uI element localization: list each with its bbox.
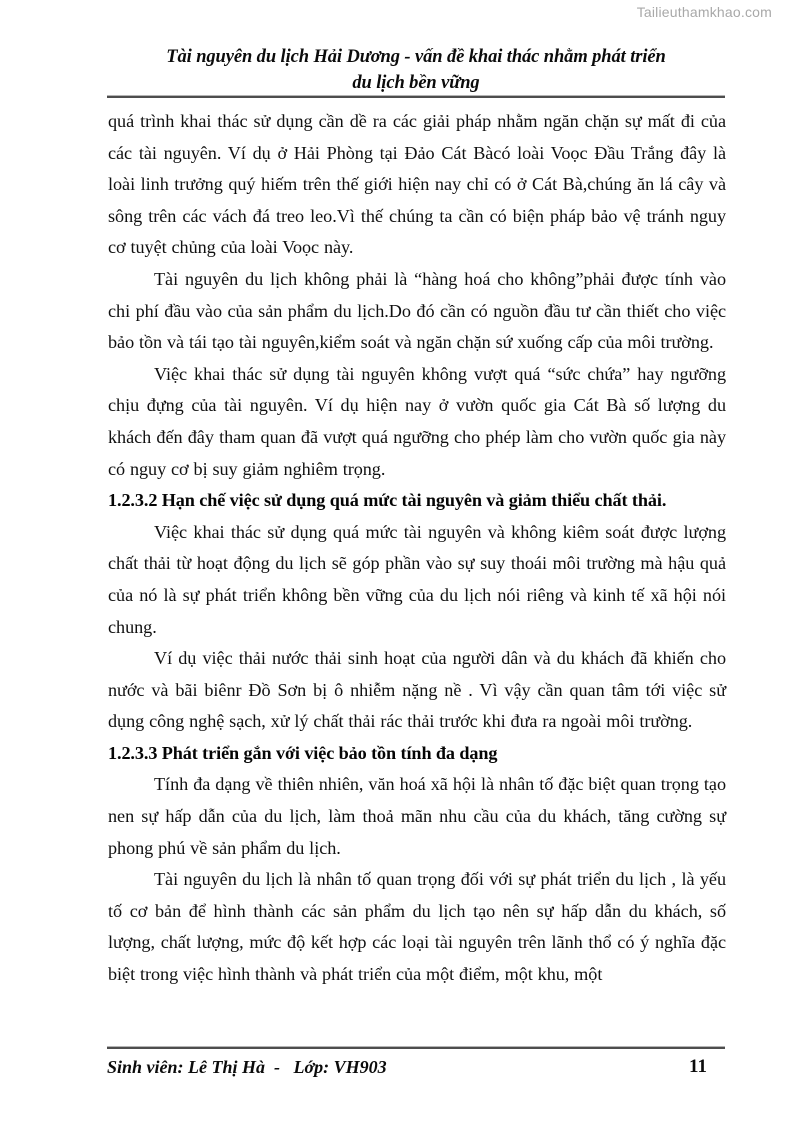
section-heading-1-2-3-3: 1.2.3.3 Phát triển gắn với việc bảo tồn tính đa dạng — [108, 742, 498, 763]
body-paragraph: Ví dụ việc thải nước thải sinh hoạt của người dân và du khách đã khiến cho nước và bãi biênr Đồ Sơn bị ô nhiễm nặng nề . Vì vậy cần quan tâm tới việc sử dụng công nghệ sạch, xử lý chất thải rác thải trước khi đưa ra ngoài môi trường. — [108, 648, 726, 732]
header-title-line-1: Tài nguyên du lịch Hải Dương - vấn đề khai thác nhằm phát triển — [166, 47, 666, 67]
page-number: 11 — [689, 1056, 707, 1077]
body-paragraph: Việc khai thác sử dụng quá mức tài nguyên và không kiêm soát được lượng chất thải từ hoạt động du lịch sẽ góp phần vào sự suy thoái môi trường mà hậu quả của nó là sự phát triển không bền vững của du lịch nói riêng và kinh tế xã hội nói chung. — [108, 521, 726, 637]
page-header — [107, 44, 725, 96]
watermark-text: Tailieuthamkhao.com — [636, 4, 772, 20]
body-paragraph: Tài nguyên du lịch là nhân tố quan trọng đối với sự phát triển du lịch , là yếu tố cơ bản để hình thành các sản phẩm du lịch tạo nên sự hấp dẫn du khách, số lượng, chất lượng, mức độ kết hợp các loại tài nguyên trên lãnh thổ có ý nghĩa đặc biệt trong việc hình thành và phát triển của một điểm, một khu, một — [108, 869, 726, 985]
body-paragraph: quá trình khai thác sử dụng cần dề ra các giải pháp nhằm ngăn chặn sự mất đi của các tài nguyên. Ví dụ ở Hải Phòng tại Đảo Cát Bàcó loài Voọc Đầu Trắng đây là loài linh trưởng quý hiếm trên thế giới hiện nay chỉ có ở Cát Bà,chúng ăn lá cây và sông trên các vách đá treo leo.Vì thế chúng ta cần có biện pháp bảo vệ tránh nguy cơ tuyệt chủng của loài Voọc này. — [108, 111, 726, 258]
footer-student-info: Sinh viên: Lê Thị Hà - Lớp: VH903 — [107, 1056, 387, 1077]
section-heading-1-2-3-2: 1.2.3.2 Hạn chế việc sử dụng quá mức tài nguyên và giảm thiểu chất thải. — [108, 490, 667, 511]
page-footer — [107, 1052, 725, 1082]
document-body — [108, 106, 726, 991]
body-paragraph: Tính đa dạng về thiên nhiên, văn hoá xã hội là nhân tố đặc biệt quan trọng tạo nen sự hấp dẫn của du lịch, làm thoả mãn nhu cầu của du khách, tăng cường sự phong phú về sản phẩm du lịch. — [108, 774, 726, 858]
body-paragraph: Việc khai thác sử dụng tài nguyên không vượt quá “sức chứa” hay ngưỡng chịu đựng của tài nguyên. Ví dụ hiện nay ở vườn quốc gia Cát Bà số lượng du khách đến đây tham quan đã vượt quá ngưỡng cho phép làm cho vườn quốc gia này có nguy cơ bị suy giảm nghiêm trọng. — [108, 363, 726, 479]
header-divider — [107, 95, 725, 98]
body-paragraph: Tài nguyên du lịch không phải là “hàng hoá cho không”phải được tính vào chi phí đầu vào của sản phẩm du lịch.Do đó cần có nguồn đầu tư cần thiết cho việc bảo tồn và tái tạo tài nguyên,kiểm soát và ngăn chặn sứ xuống cấp của môi trường. — [108, 268, 726, 353]
footer-divider — [107, 1046, 725, 1049]
header-title-line-2: du lịch bền vững — [352, 73, 480, 93]
